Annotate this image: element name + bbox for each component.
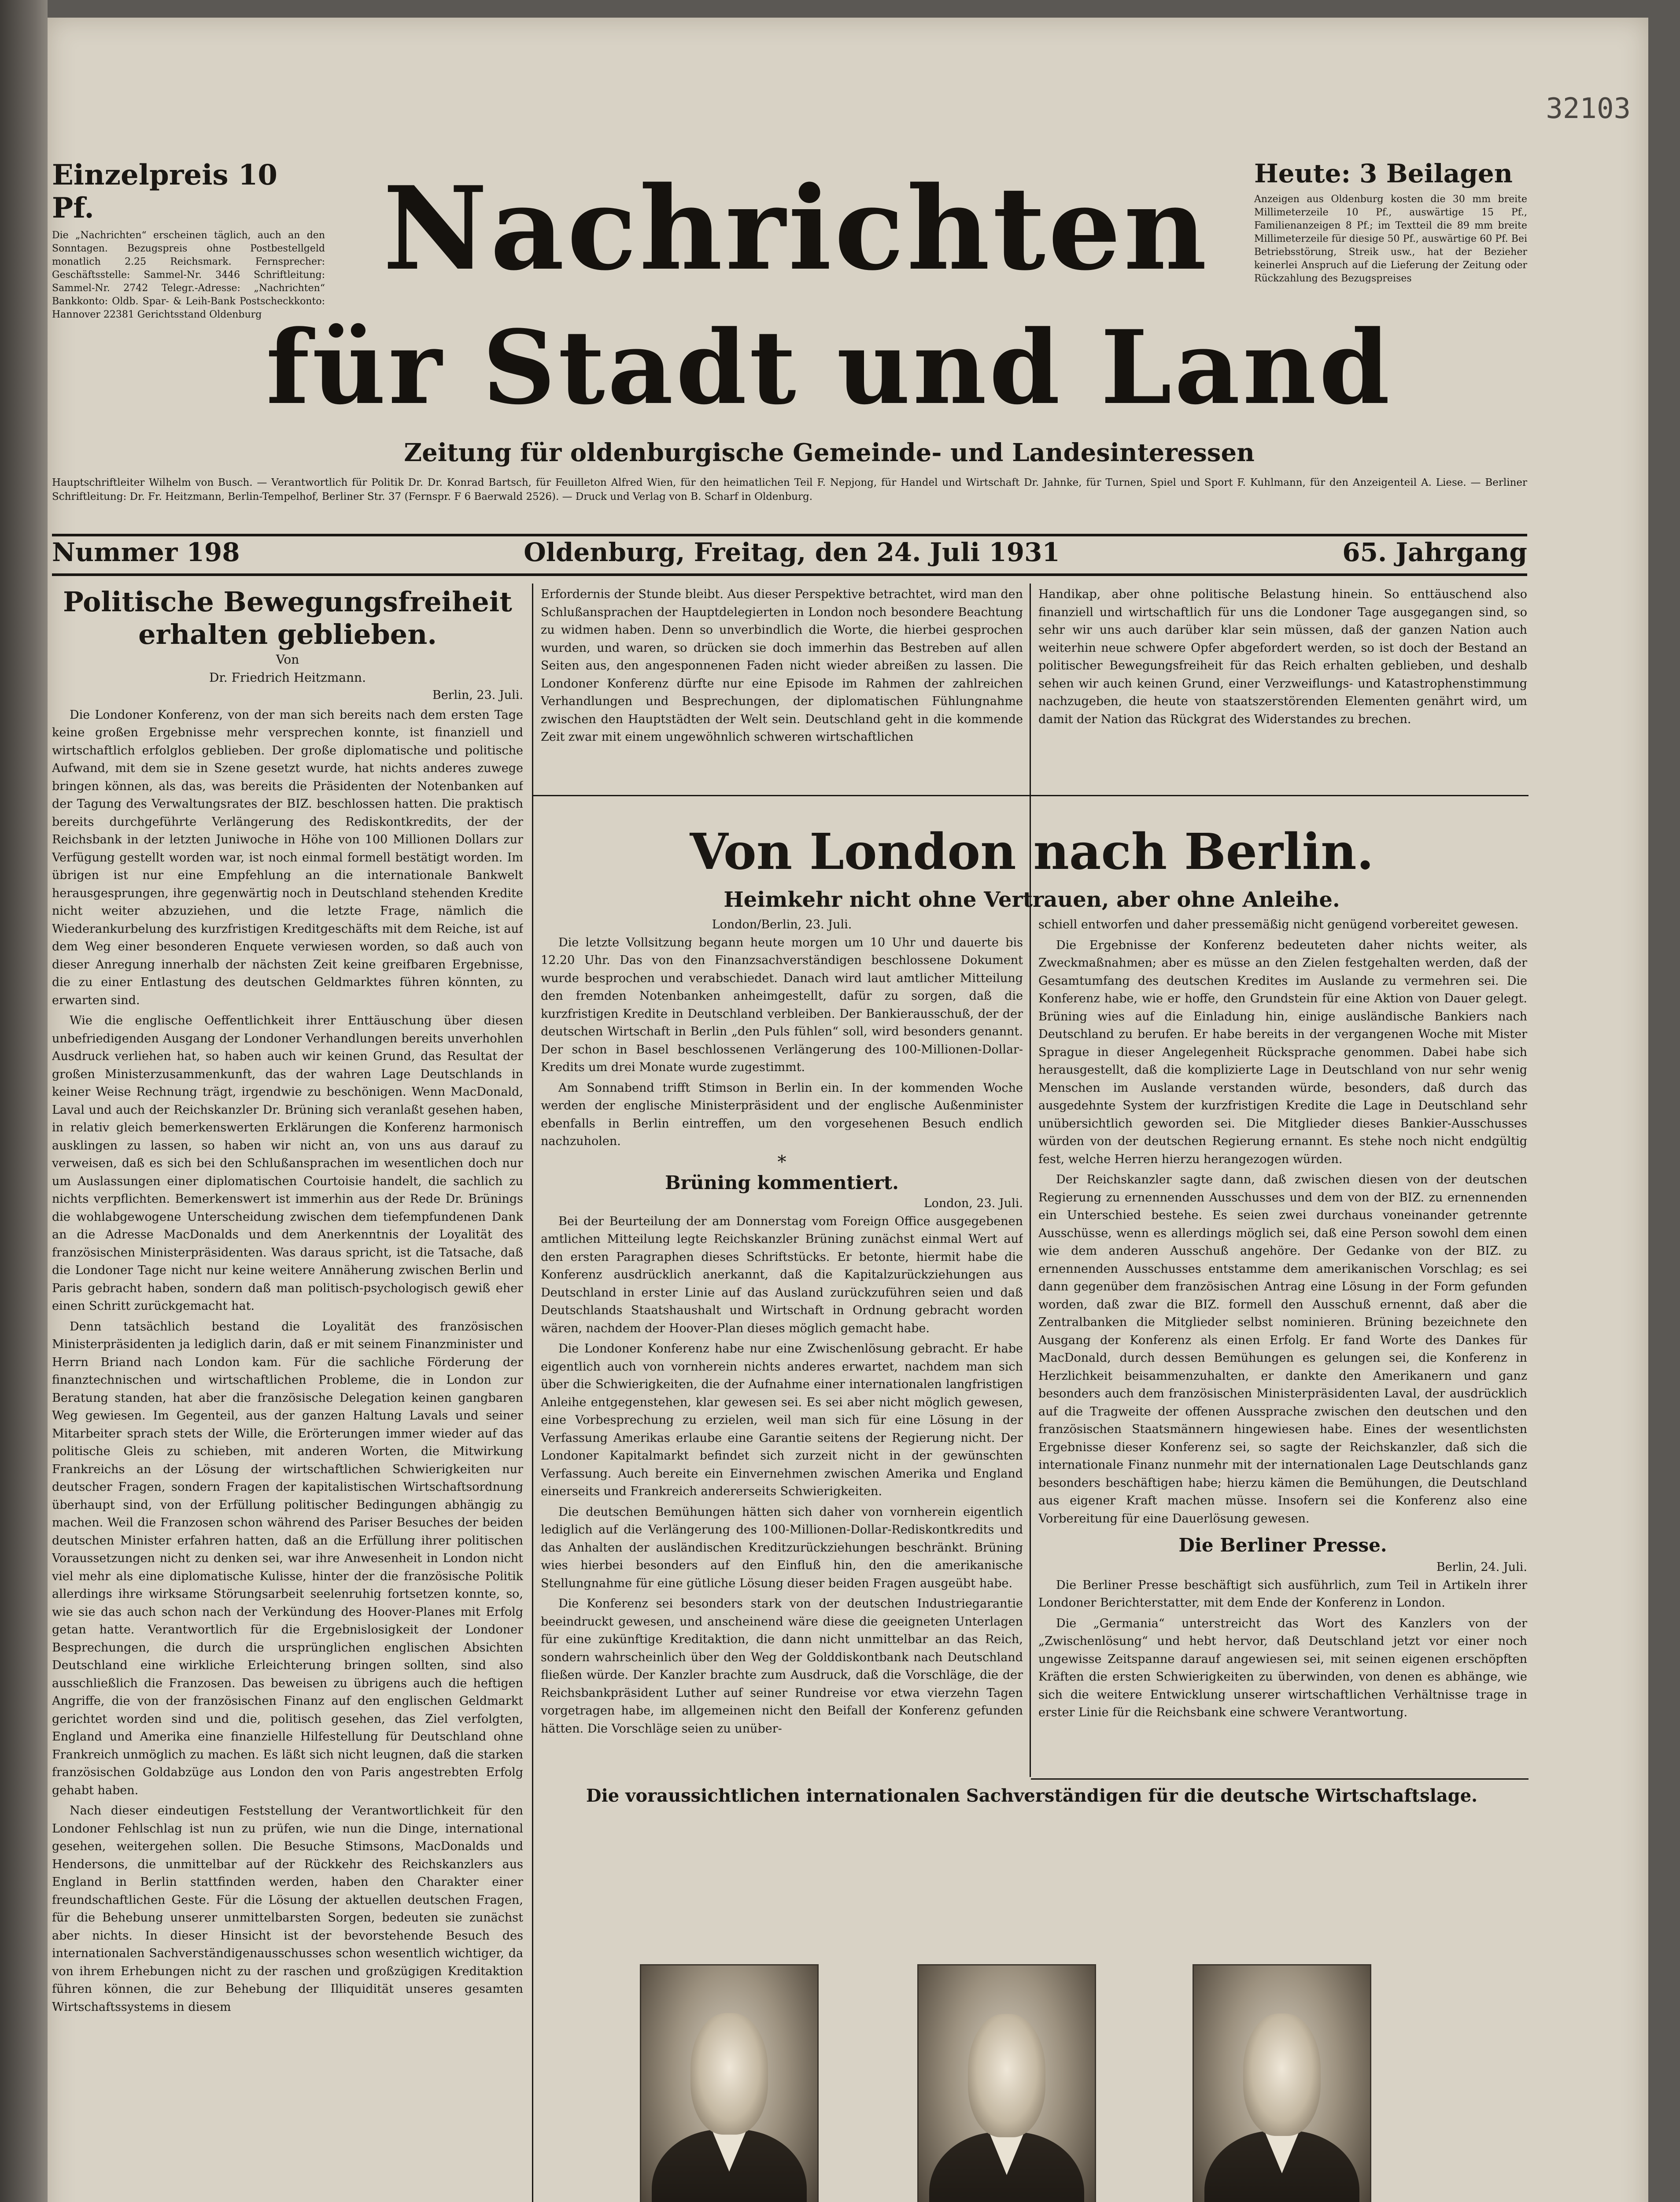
portrait-kindersley: [640, 1964, 819, 2202]
portrait-wallenberg: [1193, 1964, 1371, 2202]
article3-paragraph: Die Konferenz sei besonders stark von der deutschen Industriegarantie beeindruckt gewesen, und anscheinend wäre diese die geeigneten Unterlagen für eine zukünftige Kreditaktion, die dann nicht unmittelbar an das Reich, sondern wahrscheinlich über den Weg der Golddiskontbank nach Deutschland fließen würde. Der Kanzler brachte zum Ausdruck, daß die Vorschläge, die der Reichsbankpräsident Luther auf seiner Rundreise vor etwa vierzehn Tagen vorgetragen habe, im allgemeinen nicht den Beifall der Konferenz gefunden hätten. Die Vorschläge seien zu unüber-: [541, 1597, 1023, 1736]
masthead-tagline: Zeitung für oldenburgische Gemeinde- und Landesinteressen: [404, 438, 1255, 467]
photo-section-title: Die voraussichtlichen internationalen Sachverständigen für die deutsche Wirtschaftslage.: [586, 1785, 1478, 1806]
article1-by: Von: [276, 652, 299, 667]
article4-dateline: Berlin, 24. Juli.: [1436, 1560, 1527, 1574]
left-box-text: Die „Nachrichten“ erscheinen täglich, auch an den Sonntagen. Bezugspreis ohne Postbestellgeld monatlich 2.25 Reichsmark. Fernsprecher: Geschäftsstelle: Sammel-Nr. 3446 Schriftleitung: Sammel-Nr. 2742 Telegr.-Adresse: „Nachrichten“ Bankkonto: Oldb. Spar- & Leih-Bank Postscheckkonto: Hannover 22381 Gerichtsstand Oldenburg: [52, 230, 325, 320]
column-rule-2: [1030, 584, 1031, 1777]
photo-section-rule: [1031, 1778, 1529, 1780]
right-box-text: Anzeigen aus Oldenburg kosten die 30 mm breite Millimeterzeile 10 Pf., auswärtige 15 Pf., Familienanzeigen 8 Pf.; im Textteil die 89 mm breite Millimeterzeile für diesige 50 Pf., auswärtige 60 Pf. Bei Betriebsstörung, Streik usw., hat der Bezieher keinerlei Anspruch auf die Lieferung der Zeitung oder Rückzahlung des Bezugspreises: [1254, 194, 1527, 284]
masthead-title: Nachrichten: [383, 162, 1210, 296]
article2-paragraph: Am Sonnabend trifft Stimson in Berlin ein. In der kommenden Woche werden der englische Ministerpräsident und der englische Außenminister ebenfalls in Berlin eintreffen, um den vorgesehenen Besuch endlich nachzuholen.: [541, 1081, 1023, 1148]
article2-subheadline: Heimkehr nicht ohne Vertrauen, aber ohne Anleihe.: [724, 887, 1340, 912]
article1-author: Dr. Friedrich Heitzmann.: [209, 670, 366, 685]
article-politische-bewegungsfreiheit: [52, 586, 523, 2202]
separator-asterisk: *: [777, 1152, 786, 1172]
rule-bottom: [52, 573, 1527, 576]
article1-paragraph: Nach dieser eindeutigen Feststellung der Verantwortlichkeit für den Londoner Fehlschlag ist nun zu prüfen, wie nun die Dinge, international gesehen, weitergehen sollen. Die Besuche Stimsons, MacDonalds und Hendersons, die unmittelbar auf der Rückkehr des Reichskanzlers aus England in Berlin stattfinden werden, haben den Charakter einer freundschaftlichen Geste. Für die Lösung der aktuellen deutschen Fragen, für die Behebung unserer unmittelbarsten Sorgen, bedeuten sie zunächst aber nichts. In dieser Hinsicht ist der bevorstehende Besuch des internationalen Sachverständigenausschusses schon wesentlich wichtiger, da von ihrem Erhebungen nicht zu der raschen und großzügigen Kreditaktion führen können, die zur Behebung der Illiquidität unseres gesamten Wirtschaftssystems in diesem: [52, 1804, 523, 2014]
article4-paragraph: Die Berliner Presse beschäftigt sich ausführlich, zum Teil in Artikeln ihrer Londoner Berichterstatter, mit dem Ende der Konferenz in London.: [1038, 1578, 1527, 1610]
issue-date: Oldenburg, Freitag, den 24. Juli 1931: [524, 537, 1060, 567]
right-info-box: [1254, 159, 1527, 285]
article1-paragraph: Wie die englische Oeffentlichkeit ihrer Enttäuschung über diesen unbefriedigenden Ausgang der Londoner Verhandlungen bereits unverhohlen Ausdruck verliehen hat, so haben auch wir keinen Grund, das Resultat der großen Ministerzusammenkunft, das der wahren Lage Deutschlands in keiner Weise Rechnung trägt, irgendwie zu beschönigen. Wenn MacDonald, Laval und auch der Reichskanzler Dr. Brüning sich veranlaßt gesehen haben, in relativ gleich bemerkenswerten Erklärungen die Konferenz harmonisch ausklingen zu lassen, so haben wir nicht an, von uns aus darauf zu verweisen, daß es sich bei den Schlußansprachen im wesentlichen doch nur um Auslassungen einer diplomatischen Courtoisie handelt, die sachlich zu nichts verpflichten. Bemerkenswert ist immerhin aus der Rede Dr. Brünings die wohlabgewogene Unterscheidung zwischen dem tiefempfundenen Dank an die Adresse MacDonalds und dem Anerkenntnis der Loyalität des französischen Ministerpräsidenten. Was daraus spricht, ist die Tatsache, daß die Londoner Tage nicht nur keine weitere Annäherung zwischen Berlin und Paris gebracht haben, sondern daß man politisch-psychologisch gewiß eher einen Schritt zurückgemacht hat.: [52, 1014, 523, 1313]
article2-right-paragraph: Die Ergebnisse der Konferenz bedeuteten daher nichts weiter, als Zweckmaßnahmen; aber es müsse an den Zielen festgehalten werden, daß der Gesamtumfang des deutschen Kredites im Auslande zu vermehren sei. Die Konferenz habe, wie er hoffe, den Grundstein für eine Aktion von Dauer gelegt. Brüning wies auf die Einladung hin, einige ausländische Bankiers nach Deutschland zu berufen. Er habe bereits in der vergangenen Woche mit Mister Sprague in dieser Angelegenheit Rücksprache genommen. Dabei habe sich herausgestellt, daß die komplizierte Lage in Deutschland von nur sehr wenig Menschen im Auslande verstanden würde, besonders, daß durch das ausgedehnte System der kurzfristigen Kredite die Lage in Deutschland sehr unübersichtlich geworden sei. Die Mitglieder dieses Bankier-Ausschusses würden von der deutschen Regierung ernannt. Es stehe noch nicht endgültig fest, welche Herren hierzu herangezogen würden.: [1038, 938, 1527, 1166]
article3-headline: Brüning kommentiert.: [665, 1172, 899, 1193]
newspaper-page: [48, 18, 1648, 2202]
column-rule-1: [532, 584, 533, 2202]
article1-paragraph: Die Londoner Konferenz, von der man sich bereits nach dem ersten Tage keine großen Ergebnisse mehr versprechen konnte, ist finanziell und wirtschaftlich erfolglos geblieben. Der große diplomatische und politische Aufwand, mit dem sie in Szene gesetzt wurde, hat nichts anderes zuwege bringen können, als das, was bereits die Präsidenten der Notenbanken auf der Tagung des Verwaltungsrates der BIZ. beschlossen hatten. Die praktisch bereits durchgeführte Verlängerung des Rediskontkredits, der der Reichsbank in der letzten Juniwoche in Höhe von 100 Millionen Dollars zur Verfügung gestellt worden war, ist noch einmal formell bestätigt worden. Im übrigen ist nur eine Empfehlung an die internationale Bankwelt herausgesprungen, ihre gegenwärtig noch in Deutschland stehenden Kredite nicht weiter abzuziehen, und die letzte Frage, nämlich die Wiederankurbelung des kurzfristigen Kreditgeschäfts mit dem Reiche, ist auf dem Weg einer besonderen Enquete verwiesen worden, so daß auch von dieser Anregung innerhalb der nächsten Zeit keine greifbaren Ergebnisse, die zu einer Entlastung des deutschen Geldmarktes führen könnten, zu erwarten sind.: [52, 708, 523, 1007]
supplements-label: Heute: 3 Beilagen: [1254, 159, 1513, 188]
left-info-box: [52, 159, 325, 321]
article2-right-paragraph: schiell entworfen und daher pressemäßig nicht genügend vorbereitet gewesen.: [1038, 918, 1519, 931]
article3-paragraph: Die deutschen Bemühungen hätten sich daher von vornherein eigentlich lediglich auf die Verlängerung des 100-Millionen-Dollar-Rediskontkredits und das Anhalten der ausländischen Kreditzurückziehungen beschränkt. Brüning wies hierbei besonders auf den Einfluß hin, den die amerikanische Stellungnahme für eine gütliche Lösung dieser beiden Fragen ausgeübt habe.: [541, 1505, 1023, 1590]
article1-headline: Politische Bewegungsfreiheit erhalten geblieben.: [63, 586, 512, 650]
binding-strip: [0, 0, 48, 2202]
masthead-subtitle: für Stadt und Land: [266, 308, 1393, 427]
article2-dateline: London/Berlin, 23. Juli.: [712, 918, 852, 931]
archive-number: 32103: [1546, 92, 1631, 125]
article2-headline: Von London nach Berlin.: [690, 823, 1374, 881]
volume-year: 65. Jahrgang: [1342, 537, 1527, 567]
rule-top: [52, 534, 1527, 536]
article1-continuation-b: [1038, 586, 1527, 793]
rule-under-lead: [533, 795, 1529, 796]
article4-headline: Die Berliner Presse.: [1178, 1534, 1387, 1556]
article1-continuation-a: [541, 586, 1023, 793]
staff-credits: Hauptschriftleiter Wilhelm von Busch. — Verantwortlich für Politik Dr. Dr. Konrad Bartsch, für Feuilleton Alfred Wien, für den heimatlichen Teil F. Nepjong, für Handel und Wirtschaft Dr. Jahnke, für Turnen, Spiel und Sport F. Kuhlmann, für den Anzeigenteil A. Liese. — Berliner Schriftleitung: Dr. Fr. Heitzmann, Berlin-Tempelhof, Berliner Str. 37 (Fernspr. F 6 Baerwald 2526). — Druck und Verlag von B. Scharf in Oldenburg.: [52, 477, 1527, 502]
article3-paragraph: Bei der Beurteilung der am Donnerstag vom Foreign Office ausgegebenen amtlichen Mitteilung legte Reichskanzler Brüning zunächst einmal Wert auf den ersten Paragraphen dieses Schriftstücks. Er betonte, hiermit habe die Konferenz ausdrücklich anerkannt, daß die Kapitalzurückziehungen aus Deutschland in erster Linie auf das Ausland zurückzuführen seien und daß Deutschlands Staatshaushalt und Wirtschaft in Ordnung gebracht worden wären, nachdem der Hoover-Plan dieses möglich gemacht habe.: [541, 1214, 1023, 1335]
article2-paragraph: Die letzte Vollsitzung begann heute morgen um 10 Uhr und dauerte bis 12.20 Uhr. Das von den Finanzsachverständigen beschlossene Dokument wurde besprochen und verabschiedet. Danach wird laut amtlicher Mitteilung den fremden Notenbanken anheimgestellt, dafür zu sorgen, daß die kurzfristigen Kredite in Deutschland verbleiben. Der Bankierausschuß, der der deutschen Wirtschaft in Berlin „den Puls fühlen“ soll, wird besonders genannt. Der schon in Basel beschlossenen Verlängerung des 100-Millionen-Dollar-Kredits um drei Monate wurde zugestimmt.: [541, 935, 1023, 1074]
article1-cont-paragraph: Erfordernis der Stunde bleibt. Aus dieser Perspektive betrachtet, wird man den Schlußansprachen der Hauptdelegierten in London noch besondere Beachtung zu widmen haben. Denn so unverbindlich die Worte, die hierbei gesprochen wurden, und waren, so drücken sie doch immerhin das Bestreben auf allen Seiten aus, den angesponnenen Faden nicht wieder abreißen zu lassen. Die Londoner Konferenz dürfte nur eine Episode im Rahmen der zahlreichen Verhandlungen und Besprechungen, der diplomatischen Fühlungnahme zwischen den Hauptstädten der Welt sein. Deutschland geht in die kommende Zeit zwar mit einem ungewöhnlich schweren wirtschaftlichen: [541, 587, 1023, 744]
article2-right-paragraph: Der Reichskanzler sagte dann, daß zwischen diesen von der deutschen Regierung zu ernennenden Ausschusses und dem von der BIZ. zu ernennenden ein Unterschied bestehe. Es seien zwei durchaus voneinander getrennte Ausschüsse, wenn es allerdings möglich sei, daß eine Person sowohl dem einen wie dem anderen Ausschuß angehöre. Der Gedanke von der BIZ. zu ernennenden Ausschusses entstamme dem amerikanischen Vorschlag; es sei dann gegenüber dem französischen Antrag eine Lösung in der Form gefunden worden, daß zwar die BIZ. formell den Ausschuß ernennt, daß aber die Zentralbanken die Mitglieder selbst nominieren. Brüning bezeichnete den Ausgang der Konferenz als einen Erfolg. Er fand Worte des Dankes für MacDonald, durch dessen Bemühungen es gelungen sei, die Konferenz in Herzlichkeit beisammenzuhalten, er dankte den Amerikanern und ganz besonders auch dem französischen Ministerpräsidenten Laval, der ausdrücklich auf die Tragweite der offenen Aussprache zwischen den deutschen und den französischen Staatsmännern hingewiesen habe. Eines der wesentlichsten Ergebnisse dieser Konferenz sei, so sagte der Reichskanzler, daß sich die internationale Finanz nunmehr mit der internationalen Lage Deutschlands ganz besonders beschäftigen habe; hierzu kämen die Bemühungen, die Deutschland aus eigener Kraft machen müsse. Insofern sei die Konferenz also eine Vorbereitung für eine Dauerlösung gewesen.: [1038, 1173, 1527, 1526]
article2-right-column: [1038, 916, 1527, 1775]
article4-paragraph: Die „Germania“ unterstreicht das Wort des Kanzlers von der „Zwischenlösung“ und hebt hervor, daß Deutschland jetzt vor einer noch ungewisse Zeitspanne darauf angewiesen sei, mit seinen eigenen erschöpften Kräften die ersten Schwierigkeiten zu überwinden, von denen es abhänge, wie sich die weitere Entwicklung unserer wirtschaftlichen Verhältnisse trage in erster Linie für die Reichsbank eine schwere Verantwortung.: [1038, 1616, 1527, 1719]
article3-dateline: London, 23. Juli.: [923, 1197, 1023, 1210]
article1-paragraph: Denn tatsächlich bestand die Loyalität des französischen Ministerpräsidenten ja lediglich darin, daß er mit seinem Finanzminister und Herrn Briand nach London kam. Für die sachliche Förderung der finanztechnischen und wirtschaftlichen Probleme, die in London zur Beratung standen, hat aber die französische Delegation keinen gangbaren Weg gewiesen. Im Gegenteil, aus der ganzen Haltung Lavals und seiner Mitarbeiter sprach stets der Wille, die Erörterungen immer wieder auf das politische Gleis zu schieben, mit anderen Worten, die Mitwirkung Frankreichs an der Lösung der wirtschaftlichen Schwierigkeiten nur deutscher Fragen, sondern Fragen der kapitalistischen Wirtschaftsordnung überhaupt sind, von der Erfüllung politischer Bedingungen abhängig zu machen. Weil die Franzosen schon während des Pariser Besuches der beiden deutschen Minister erfahren hatten, daß an die Erfüllung ihrer politischen Voraussetzungen nicht zu denken sei, war ihre Anwesenheit in London nicht viel mehr als eine diplomatische Kulisse, hinter der die französische Politik allerdings ihre wirksame Störungsarbeit seelenruhig fortsetzen konnte, so, wie sie das auch schon nach der Verkündung des Hoover-Planes mit Erfolg getan hatte. Verantwortlich für die Ergebnislosigkeit der Londoner Besprechungen, die durch die ursprünglichen englischen Absichten Deutschland eine wirkliche Erleichterung bringen sollten, sind also ausschließlich die Franzosen. Das beweisen zu übrigens auch die heftigen Angriffe, die von der französischen Finanz auf den englischen Geldmarkt gerichtet worden sind und die, politisch gesehen, das Ziel verfolgten, England und Amerika eine finanzielle Hilfestellung für Deutschland ohne Frankreich unmöglich zu machen. Es läßt sich nicht leugnen, daß die starken französischen Goldabzüge aus London den von Paris angestrebten Erfolg gehabt haben.: [52, 1319, 523, 1797]
article3-paragraph: Die Londoner Konferenz habe nur eine Zwischenlösung gebracht. Er habe eigentlich auch von vornherein nichts anderes erwartet, nachdem man sich über die Schwierigkeiten, die der Aufnahme einer internationalen langfristigen Anleihe entgegenstehen, klar gewesen sei. Es sei aber nicht möglich gewesen, eine Vorbesprechung zu erzielen, weil man sich für eine Lösung in der Verfassung Amerikas erlaube eine Garantie seitens der Regierung nicht. Der Londoner Kapitalmarkt befindet sich zurzeit nicht in der gewünschten Verfassung. Auch bereite ein Einvernehmen zwischen Amerika und England einerseits und Frankreich andererseits Schwierigkeiten.: [541, 1342, 1023, 1498]
article1-dateline: Berlin, 23. Juli.: [432, 688, 523, 702]
portrait-sprague: [917, 1964, 1096, 2202]
price-label: Einzelpreis 10 Pf.: [52, 159, 277, 225]
issue-number: Nummer 198: [52, 537, 240, 567]
article1-cont2-paragraph: Handikap, aber ohne politische Belastung hinein. So enttäuschend also finanziell und wirtschaftlich für uns die Londoner Tage ausgegangen sind, so sehr wir uns auch darüber klar sein müssen, daß der ganzen Nation auch weiterhin neue schwere Opfer abgefordert werden, so ist doch der Bestand an politischer Bewegungsfreiheit für das Reich erhalten geblieben, und deshalb sehen wir auch keinen Grund, einer Verzweiflungs- und Katastrophenstimmung nachzugeben, die heute von staatszerstörenden Elementen genährt wird, um damit der Nation das Rückgrat des Widerstandes zu brechen.: [1038, 587, 1527, 726]
